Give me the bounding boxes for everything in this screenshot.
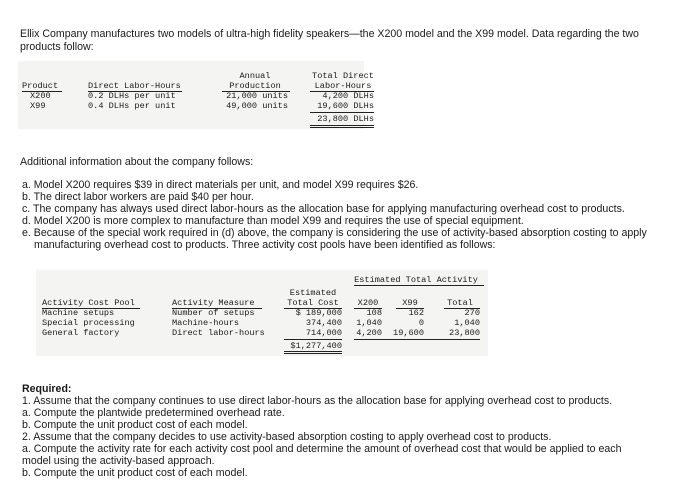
row-dlh: 0.4 DLHs per unit (88, 101, 176, 111)
row-x200: 108 (366, 308, 382, 318)
header-total-2: Labor-Hours (314, 81, 372, 91)
row-total: 19,600 DLHs (317, 101, 374, 111)
additional-item: a. Model X200 requires $39 in direct materials per unit, and model X99 requires $26. (22, 179, 419, 191)
row-x200: 4,200 (356, 328, 382, 338)
cost-double-rule-2 (284, 353, 342, 354)
row-annual: 49,000 units (226, 101, 288, 111)
cost-double-rule-1 (284, 351, 342, 352)
required-line: model using the activity-based approach. (22, 455, 215, 467)
row-measure: Number of setups (172, 308, 255, 318)
intro-line-2: products follow: (20, 41, 94, 53)
required-heading: Required: (22, 383, 72, 395)
row-cost: $ 189,000 (295, 308, 342, 318)
additional-item: b. The direct labor workers are paid $40 per hour. (22, 191, 254, 203)
header-total: Total (447, 298, 473, 308)
group-header-underline (354, 285, 484, 286)
cost-total: $1,277,400 (290, 341, 342, 351)
row-product: X99 (30, 101, 46, 111)
header-pool: Activity Cost Pool (42, 298, 135, 308)
double-rule-2 (310, 127, 374, 128)
row-total: 4,200 DLHs (322, 91, 374, 101)
total-rule (310, 112, 374, 113)
header-total-1: Total Direct (312, 71, 374, 81)
activity-total-rule (354, 339, 480, 340)
group-header: Estimated Total Activity (354, 275, 478, 285)
row-pool: Special processing (42, 318, 135, 328)
activity-table (36, 270, 488, 356)
row-measure: Machine-hours (172, 318, 240, 328)
required-line: b. Compute the unit product cost of each model. (22, 467, 248, 479)
header-est-1: Estimated (289, 288, 337, 298)
header-x200: X200 (357, 298, 379, 308)
header-dlh: Direct Labor-Hours (88, 81, 181, 91)
row-pool: Machine setups (42, 308, 115, 318)
row-product: X200 (30, 91, 51, 101)
required-line: 1. Assume that the company continues to use direct labor-hours as the allocation base for applying overhead cost to products. (22, 395, 613, 407)
header-measure: Activity Measure (172, 298, 255, 308)
row-pool: General factory (42, 328, 120, 338)
required-line: a. Compute the plantwide predetermined overhead rate. (22, 407, 285, 419)
row-x99: 162 (408, 308, 424, 318)
row-x99: 19,600 (393, 328, 424, 338)
row-dlh: 0.2 DLHs per unit (88, 91, 176, 101)
additional-item: manufacturing overhead cost to products. Three activity cost pools have been identified as follows: (34, 239, 496, 251)
additional-item: c. The company has always used direct labor-hours as the allocation base for applying manufacturing overhead cost to products. (22, 203, 625, 215)
additional-item: e. Because of the special work required in (d) above, the company is considering the use of activity-based absorption costing to apply (22, 227, 647, 239)
row-total: 23,800 (449, 328, 480, 338)
row-x200: 1,040 (356, 318, 382, 328)
header-annual-1: Annual (239, 71, 271, 81)
product-table (18, 61, 374, 129)
header-annual-2: Production (229, 81, 281, 91)
header-est-2: Total Cost (287, 298, 339, 308)
double-rule-1 (310, 125, 374, 126)
row-measure: Direct labor-hours (172, 328, 265, 338)
row-cost: 374,400 (305, 318, 342, 328)
grand-total: 23,800 DLHs (317, 114, 374, 124)
required-line: 2. Assume that the company decides to use activity-based absorption costing to apply overhead cost to products. (22, 431, 552, 443)
header-x99: X99 (402, 298, 418, 308)
required-line: a. Compute the activity rate for each activity cost pool and determine the amount of overhead cost that would be applied to each (22, 443, 622, 455)
cost-total-rule (284, 339, 342, 340)
intro-line-1: Ellix Company manufactures two models of ultra-high fidelity speakers—the X200 model and the X99 model. Data regarding the two (20, 28, 639, 40)
row-annual: 21,000 units (226, 91, 288, 101)
row-cost: 714,000 (305, 328, 342, 338)
row-total: 270 (464, 308, 480, 318)
required-line: b. Compute the unit product cost of each model. (22, 419, 248, 431)
row-total: 1,040 (454, 318, 480, 328)
additional-heading: Additional information about the company follows: (20, 156, 254, 168)
row-x99: 0 (418, 318, 424, 328)
additional-item: d. Model X200 is more complex to manufacture than model X99 and requires the use of special equipment. (22, 215, 524, 227)
header-product: Product (22, 81, 59, 91)
